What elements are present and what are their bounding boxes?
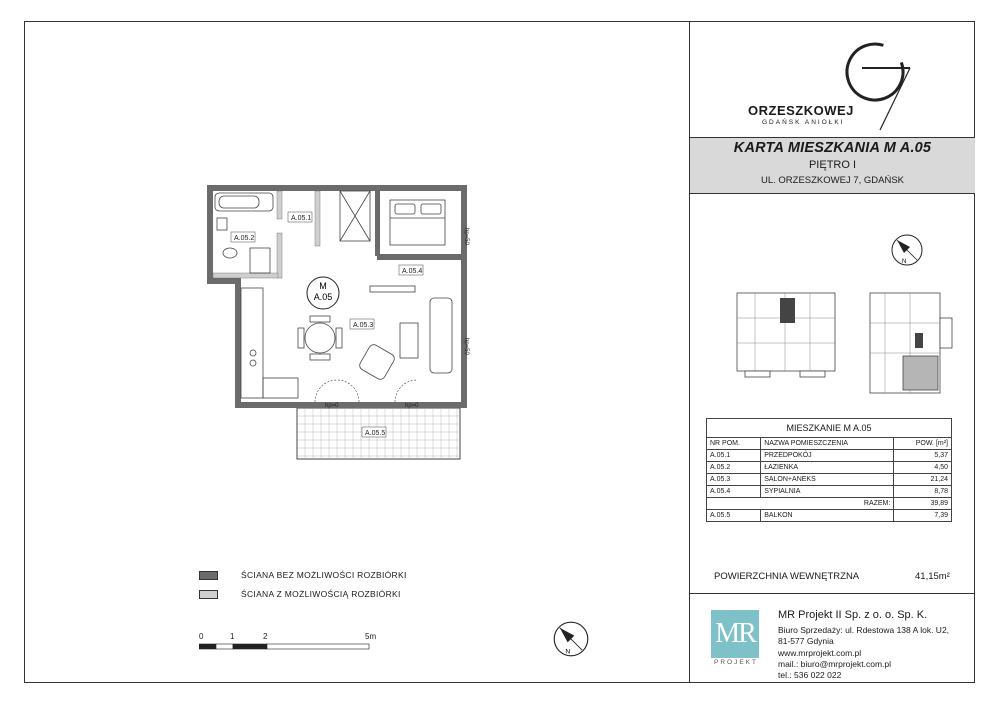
room-schedule-table <box>706 418 952 522</box>
height-note: hp=50 <box>463 228 469 245</box>
room-name: BALKON <box>761 510 894 522</box>
floor-plan <box>195 178 485 468</box>
room-name: SALON+ANEKS <box>761 474 894 486</box>
company-website[interactable]: www.mrprojekt.com.pl <box>778 647 862 658</box>
company-email[interactable]: mail.: biuro@mrprojekt.com.pl <box>778 658 892 669</box>
compass-icon <box>890 233 924 267</box>
height-note: hp=0 <box>325 403 339 409</box>
room-label: A.05.5 <box>365 430 386 437</box>
room-label: A.05.2 <box>234 235 255 242</box>
table-title: MIESZKANIE M A.05 <box>707 419 952 438</box>
room-area: 7,39 <box>894 510 952 522</box>
table-row <box>707 474 952 486</box>
svg-text:0: 0 <box>199 632 204 641</box>
room-area: 4,50 <box>894 462 952 474</box>
svg-text:A.05: A.05 <box>313 292 333 302</box>
room-area: 5,37 <box>894 450 952 462</box>
total-row <box>707 498 952 510</box>
company-name: MR Projekt II Sp. z o. o. Sp. K. <box>778 609 928 621</box>
brand-name: ORZESZKOWEJ <box>748 103 854 118</box>
room-area: 21,24 <box>894 474 952 486</box>
company-line: 81-577 Gdynia <box>778 636 834 647</box>
company-line: Biuro Sprzedaży: ul. Rdestowa 138 A lok. U2, <box>778 625 950 636</box>
legend-fixed-wall <box>199 570 407 580</box>
legend-label: ŚCIANA Z MOŻLIWOŚCIĄ ROZBIÓRKI <box>241 589 401 599</box>
height-note: hp=50 <box>463 338 469 355</box>
room-number: A.05.2 <box>707 462 761 474</box>
sheet-title: KARTA MIESZKANIA M A.05 <box>733 140 932 156</box>
legend-removable-wall <box>199 589 401 599</box>
scale-bar <box>199 631 499 661</box>
internal-area-value: 41,15m² <box>915 571 950 582</box>
column-header: NAZWA POMIESZCZENIA <box>761 438 894 450</box>
column-header: NR POM. <box>707 438 761 450</box>
company-logo: MR <box>711 610 759 658</box>
legend-swatch <box>199 590 218 599</box>
table-row <box>707 462 952 474</box>
room-name: PRZEDPOKÓJ <box>761 450 894 462</box>
brand-subtitle: GDAŃSK ANIOŁKI <box>762 119 845 126</box>
compass-icon <box>552 620 590 658</box>
svg-text:5m: 5m <box>365 632 377 641</box>
room-label: A.05.3 <box>353 322 374 329</box>
company-logo-sub: PROJEKT <box>714 659 758 666</box>
svg-text:1: 1 <box>230 632 235 641</box>
svg-text:M: M <box>319 281 327 291</box>
building-key-plan <box>735 288 960 398</box>
column-header: POW. [m²] <box>894 438 952 450</box>
floor-label: PIĘTRO I <box>808 159 857 171</box>
table-row <box>707 510 952 522</box>
table-row <box>707 450 952 462</box>
section-divider <box>690 593 975 594</box>
room-number: A.05.3 <box>707 474 761 486</box>
room-name: ŁAZIENKA <box>761 462 894 474</box>
internal-area-label: POWIERZCHNIA WEWNĘTRZNA <box>714 571 860 582</box>
address-label: UL. ORZESZKOWEJ 7, GDAŃSK <box>760 175 905 186</box>
title-block <box>690 137 975 194</box>
compass-north-label: N <box>902 259 907 265</box>
unit-badge <box>307 277 339 309</box>
room-name: SYPIALNIA <box>761 486 894 498</box>
table-row <box>707 486 952 498</box>
company-info <box>778 610 949 681</box>
room-number: A.05.1 <box>707 450 761 462</box>
company-phone: tel.: 536 022 022 <box>778 670 842 681</box>
legend-swatch <box>199 571 218 580</box>
room-area: 8,78 <box>894 486 952 498</box>
svg-text:2: 2 <box>263 632 268 641</box>
room-label: A.05.4 <box>402 268 423 275</box>
total-label: RAZEM: <box>707 498 894 510</box>
total-area: 39,89 <box>894 498 952 510</box>
height-note: hp=0 <box>405 403 419 409</box>
legend-label: ŚCIANA BEZ MOŻLIWOŚCI ROZBIÓRKI <box>241 570 407 580</box>
compass-north-label: N <box>565 648 571 656</box>
panel-divider <box>689 21 690 683</box>
room-label: A.05.1 <box>291 215 312 222</box>
room-number: A.05.5 <box>707 510 761 522</box>
room-number: A.05.4 <box>707 486 761 498</box>
